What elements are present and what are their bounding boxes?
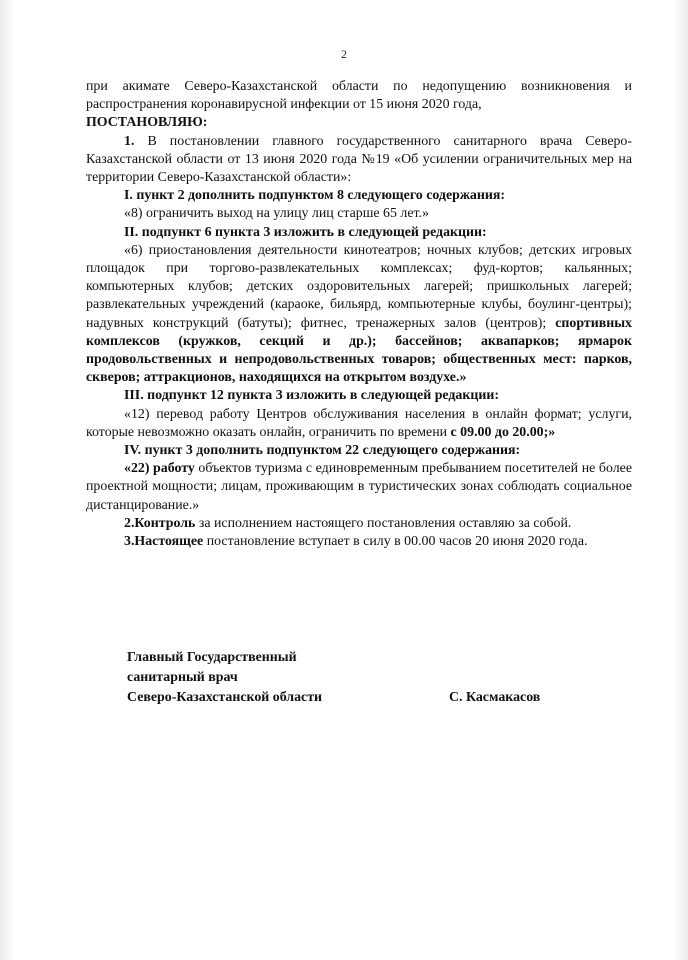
subpoint-6-normal: «6) приостановления деятельности кинотеатров; ночных клубов; детских игровых площадок при торгово-развлекательных комплексах; фуд-кортов; кальянных; компьютерных клубов; детских оздоровительных лагерей; пришкольных лагерей; развлекательных учреждений (караоке, бильярд, компьютерные клубы, боулинг-центры); надувных конструкций (батуты); фитнес, тренажерных залов (центров); bbox=[86, 242, 632, 331]
paragraph-item-3 bbox=[86, 533, 632, 551]
item-1-text: В постановлении главного государственного санитарного врача Северо-Казахстанской области от 13 июня 2020 года №19 «Об усилении ограничительных мер на территории Северо-Казахстанской области»: bbox=[86, 133, 632, 186]
signature-title-line-3: Северо-Казахстанской области bbox=[127, 690, 323, 705]
section-heading-3: III. подпункт 12 пункта 3 изложить в следующей редакции: bbox=[124, 388, 500, 404]
subpoint-6-bold: спортивных комплексов (кружков, секций и др.); бассейнов; аквапарков; ярмарок продовольственных и непродовольственных товаров; общественных мест: парков, скверов; аттракционов, находящихся на открытом воздухе.» bbox=[86, 315, 632, 386]
signature-title-line-2: санитарный врач bbox=[127, 670, 238, 685]
item-2-normal: за исполнением настоящего постановления оставляю за собой. bbox=[195, 515, 572, 531]
subpoint-12-text bbox=[86, 406, 632, 442]
paragraph-item-1 bbox=[86, 133, 632, 188]
subpoint-22-bold: «22) работу bbox=[124, 461, 195, 477]
subpoint-12-normal: «12) перевод работу Центров обслуживания населения в онлайн формат; услуги, которые невозможно оказать онлайн, ограничить по времени bbox=[86, 406, 632, 440]
section-heading-2: II. подпункт 6 пункта 3 изложить в следующей редакции: bbox=[124, 224, 487, 240]
document-body bbox=[86, 78, 632, 551]
subpoint-8-text: «8) ограничить выход на улицу лиц старше 65 лет.» bbox=[124, 206, 429, 222]
page-number: 2 bbox=[341, 47, 347, 61]
item-3-bold: 3.Настоящее bbox=[124, 534, 204, 550]
item-number: 1. bbox=[124, 133, 135, 149]
signature-title-line-1: Главный Государственный bbox=[127, 650, 297, 665]
paragraph-intro: при акимате Северо-Казахстанской области по недопущению возникновения и распространения коронавирусной инфекции от 15 июня 2020 года, bbox=[86, 79, 632, 113]
subpoint-22-normal: объектов туризма с единовременным пребыванием посетителей не более проектной мощности; лицам, проживающим в туристических зонах соблюдать социальное дистанцирование.» bbox=[86, 461, 632, 513]
signature-block bbox=[127, 648, 567, 708]
resolution-heading: ПОСТАНОВЛЯЮ: bbox=[86, 115, 208, 131]
section-heading-4: IV. пункт 3 дополнить подпунктом 22 следующего содержания: bbox=[124, 443, 521, 459]
subpoint-12-bold: с 09.00 до 20.00;» bbox=[450, 424, 556, 440]
section-heading-1: I. пункт 2 дополнить подпунктом 8 следующего содержания: bbox=[124, 188, 505, 204]
subpoint-22-text bbox=[86, 460, 632, 515]
subpoint-6-text bbox=[86, 242, 632, 388]
paragraph-item-2 bbox=[86, 515, 632, 533]
signatory-name: С. Касмакасов bbox=[449, 690, 541, 705]
item-3-normal: постановление вступает в силу в 00.00 часов 20 июня 2020 года. bbox=[203, 534, 588, 550]
item-2-bold: 2.Контроль bbox=[124, 515, 196, 531]
